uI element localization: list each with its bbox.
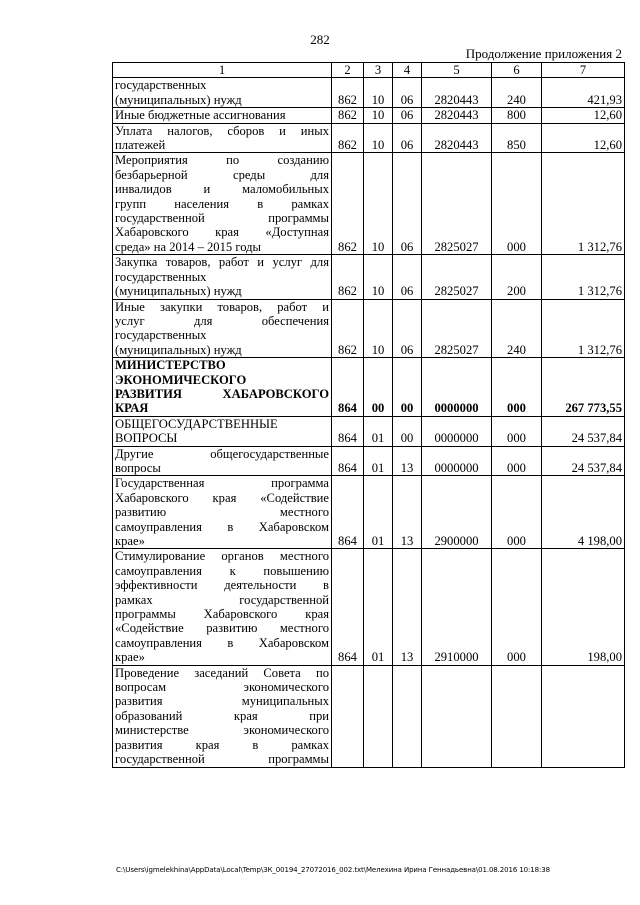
ministry-code-cell: 862	[332, 123, 364, 153]
subsection-code-cell: 06	[393, 78, 422, 108]
target-item-cell: 0000000	[422, 358, 492, 417]
subsection-code-cell: 00	[393, 416, 422, 446]
target-item-cell	[422, 665, 492, 767]
row-name-line: государственных	[115, 328, 207, 343]
table-row	[113, 665, 625, 767]
row-name-cell	[113, 549, 332, 665]
section-code-cell: 10	[364, 108, 393, 123]
row-name-line: Хабаровского края «Содействие	[115, 490, 329, 505]
amount-cell: 24 537,84	[542, 446, 625, 476]
row-name-line: МИНИСТЕРСТВО	[115, 358, 226, 373]
target-item-cell: 2820443	[422, 78, 492, 108]
section-code-cell: 01	[364, 416, 393, 446]
ministry-code-cell: 864	[332, 358, 364, 417]
expense-type-cell: 240	[492, 299, 542, 358]
amount-cell: 267 773,55	[542, 358, 625, 417]
row-name-line: развития муниципальных	[115, 694, 329, 709]
row-name-line: вопросы	[115, 460, 161, 475]
amount-cell: 24 537,84	[542, 416, 625, 446]
ministry-code-cell: 862	[332, 108, 364, 123]
section-code-cell: 00	[364, 358, 393, 417]
row-name-line: Хабаровского края «Доступная	[115, 225, 329, 240]
expense-type-cell: 000	[492, 549, 542, 665]
ministry-code-cell: 862	[332, 153, 364, 255]
row-name-line: ОБЩЕГОСУДАРСТВЕННЫЕ	[115, 416, 278, 431]
row-name-line: Иные бюджетные ассигнования	[115, 108, 286, 123]
row-name-line: Государственная программа	[115, 476, 329, 491]
row-name-line: министерстве экономического	[115, 723, 329, 738]
table-row	[113, 123, 625, 153]
row-name-line: образований края при	[115, 708, 329, 723]
table-row	[113, 299, 625, 358]
row-name-line: самоуправления к повышению	[115, 563, 329, 578]
ministry-code-cell: 862	[332, 299, 364, 358]
ministry-code-cell: 862	[332, 255, 364, 299]
amount-cell: 1 312,76	[542, 255, 625, 299]
row-name-line: государственных	[115, 78, 207, 93]
section-code-cell	[364, 665, 393, 767]
subsection-code-cell: 06	[393, 153, 422, 255]
ministry-code-cell: 864	[332, 476, 364, 549]
row-name-line: платежей	[115, 138, 166, 153]
ministry-code-cell: 862	[332, 78, 364, 108]
section-code-cell: 10	[364, 123, 393, 153]
row-name-cell	[113, 123, 332, 153]
row-name-cell	[113, 416, 332, 446]
amount-cell: 4 198,00	[542, 476, 625, 549]
amount-cell: 421,93	[542, 78, 625, 108]
table-row	[113, 108, 625, 123]
row-name-line: (муниципальных) нужд	[115, 342, 242, 357]
subsection-code-cell: 13	[393, 446, 422, 476]
amount-cell: 12,60	[542, 108, 625, 123]
budget-table	[112, 62, 625, 768]
row-name-line: (муниципальных) нужд	[115, 284, 242, 299]
ministry-code-cell	[332, 665, 364, 767]
ministry-code-cell: 864	[332, 446, 364, 476]
expense-type-cell: 240	[492, 78, 542, 108]
amount-cell	[542, 665, 625, 767]
target-item-cell: 2910000	[422, 549, 492, 665]
column-header: 7	[542, 63, 625, 78]
target-item-cell: 2825027	[422, 255, 492, 299]
table-row	[113, 446, 625, 476]
column-header: 5	[422, 63, 492, 78]
column-header: 4	[393, 63, 422, 78]
table-row	[113, 549, 625, 665]
table-row	[113, 78, 625, 108]
expense-type-cell: 850	[492, 123, 542, 153]
row-name-line: Закупка товаров, работ и услуг для	[115, 255, 329, 270]
ministry-code-cell: 864	[332, 416, 364, 446]
expense-type-cell	[492, 665, 542, 767]
expense-type-cell: 000	[492, 446, 542, 476]
row-name-line: инвалидов и маломобильных	[115, 182, 329, 197]
section-code-cell: 10	[364, 255, 393, 299]
section-code-cell: 10	[364, 299, 393, 358]
section-code-cell: 01	[364, 446, 393, 476]
target-item-cell: 2820443	[422, 108, 492, 123]
section-code-cell: 01	[364, 476, 393, 549]
row-name-line: среда» на 2014 – 2015 годы	[115, 239, 262, 254]
target-item-cell: 0000000	[422, 416, 492, 446]
row-name-line: Иные закупки товаров, работ и	[115, 299, 329, 314]
amount-cell: 198,00	[542, 549, 625, 665]
row-name-line: программы Хабаровского края	[115, 607, 329, 622]
row-name-line: государственной программы	[115, 752, 329, 767]
table-row	[113, 476, 625, 549]
amount-cell: 12,60	[542, 123, 625, 153]
row-name-line: Уплата налогов, сборов и иных	[115, 123, 329, 138]
row-name-line: «Содействие развитию местного	[115, 621, 329, 636]
target-item-cell: 2820443	[422, 123, 492, 153]
table-row	[113, 153, 625, 255]
row-name-cell	[113, 78, 332, 108]
table-row	[113, 358, 625, 417]
column-header: 3	[364, 63, 393, 78]
section-code-cell: 01	[364, 549, 393, 665]
table-row	[113, 416, 625, 446]
target-item-cell: 2900000	[422, 476, 492, 549]
row-name-cell	[113, 299, 332, 358]
row-name-line: государственных	[115, 269, 207, 284]
row-name-line: ЭКОНОМИЧЕСКОГО	[115, 372, 247, 387]
row-name-line: вопросам экономического	[115, 680, 329, 695]
row-name-line: рамках государственной	[115, 592, 329, 607]
page-number: 282	[310, 32, 330, 47]
amount-cell: 1 312,76	[542, 299, 625, 358]
table-header-row	[113, 63, 625, 78]
column-header: 6	[492, 63, 542, 78]
expense-type-cell: 000	[492, 476, 542, 549]
subsection-code-cell: 06	[393, 255, 422, 299]
row-name-line: развития края в рамках	[115, 737, 329, 752]
subsection-code-cell: 13	[393, 549, 422, 665]
row-name-line: Проведение заседаний Совета по	[115, 665, 329, 680]
row-name-line: Мероприятия по созданию	[115, 153, 329, 168]
row-name-cell	[113, 446, 332, 476]
row-name-line: услуг для обеспечения	[115, 313, 329, 328]
row-name-cell	[113, 255, 332, 299]
expense-type-cell: 800	[492, 108, 542, 123]
row-name-line: развитию местного	[115, 505, 329, 520]
amount-cell: 1 312,76	[542, 153, 625, 255]
subsection-code-cell: 13	[393, 476, 422, 549]
row-name-line: крае»	[115, 534, 145, 548]
row-name-cell	[113, 108, 332, 123]
row-name-cell	[113, 476, 332, 549]
subsection-code-cell	[393, 665, 422, 767]
target-item-cell: 0000000	[422, 446, 492, 476]
row-name-line: самоуправления в Хабаровском	[115, 635, 329, 650]
row-name-line: самоуправления в Хабаровском	[115, 519, 329, 534]
row-name-line: безбарьерной среды для	[115, 167, 329, 182]
budget-table-body	[113, 63, 625, 768]
row-name-cell	[113, 358, 332, 417]
file-path-footer: C:\Users\igmelekhina\AppData\Local\Temp\ЗК_00194_27072016_002.txt\Мелехина Ирина Геннадьевна\01.08.2016 10:18:38	[116, 866, 550, 874]
subsection-code-cell: 06	[393, 108, 422, 123]
row-name-line: групп населения в рамках	[115, 196, 329, 211]
row-name-line: КРАЯ	[115, 401, 149, 416]
subsection-code-cell: 00	[393, 358, 422, 417]
row-name-line: Другие общегосударственные	[115, 446, 329, 461]
row-name-line: Стимулирование органов местного	[115, 549, 329, 564]
section-code-cell: 10	[364, 153, 393, 255]
expense-type-cell: 000	[492, 416, 542, 446]
row-name-line: (муниципальных) нужд	[115, 92, 242, 107]
expense-type-cell: 000	[492, 153, 542, 255]
table-row	[113, 255, 625, 299]
row-name-line: ВОПРОСЫ	[115, 431, 178, 446]
column-header: 1	[113, 63, 332, 78]
column-header: 2	[332, 63, 364, 78]
subsection-code-cell: 06	[393, 123, 422, 153]
row-name-line: государственной программы	[115, 211, 329, 226]
appendix-continuation-label: Продолжение приложения 2	[465, 46, 622, 61]
expense-type-cell: 000	[492, 358, 542, 417]
row-name-line: крае»	[115, 650, 145, 665]
expense-type-cell: 200	[492, 255, 542, 299]
row-name-cell	[113, 665, 332, 767]
ministry-code-cell: 864	[332, 549, 364, 665]
subsection-code-cell: 06	[393, 299, 422, 358]
section-code-cell: 10	[364, 78, 393, 108]
target-item-cell: 2825027	[422, 153, 492, 255]
row-name-line: РАЗВИТИЯ ХАБАРОВСКОГО	[115, 386, 329, 401]
row-name-cell	[113, 153, 332, 255]
row-name-line: эффективности деятельности в	[115, 578, 329, 593]
target-item-cell: 2825027	[422, 299, 492, 358]
